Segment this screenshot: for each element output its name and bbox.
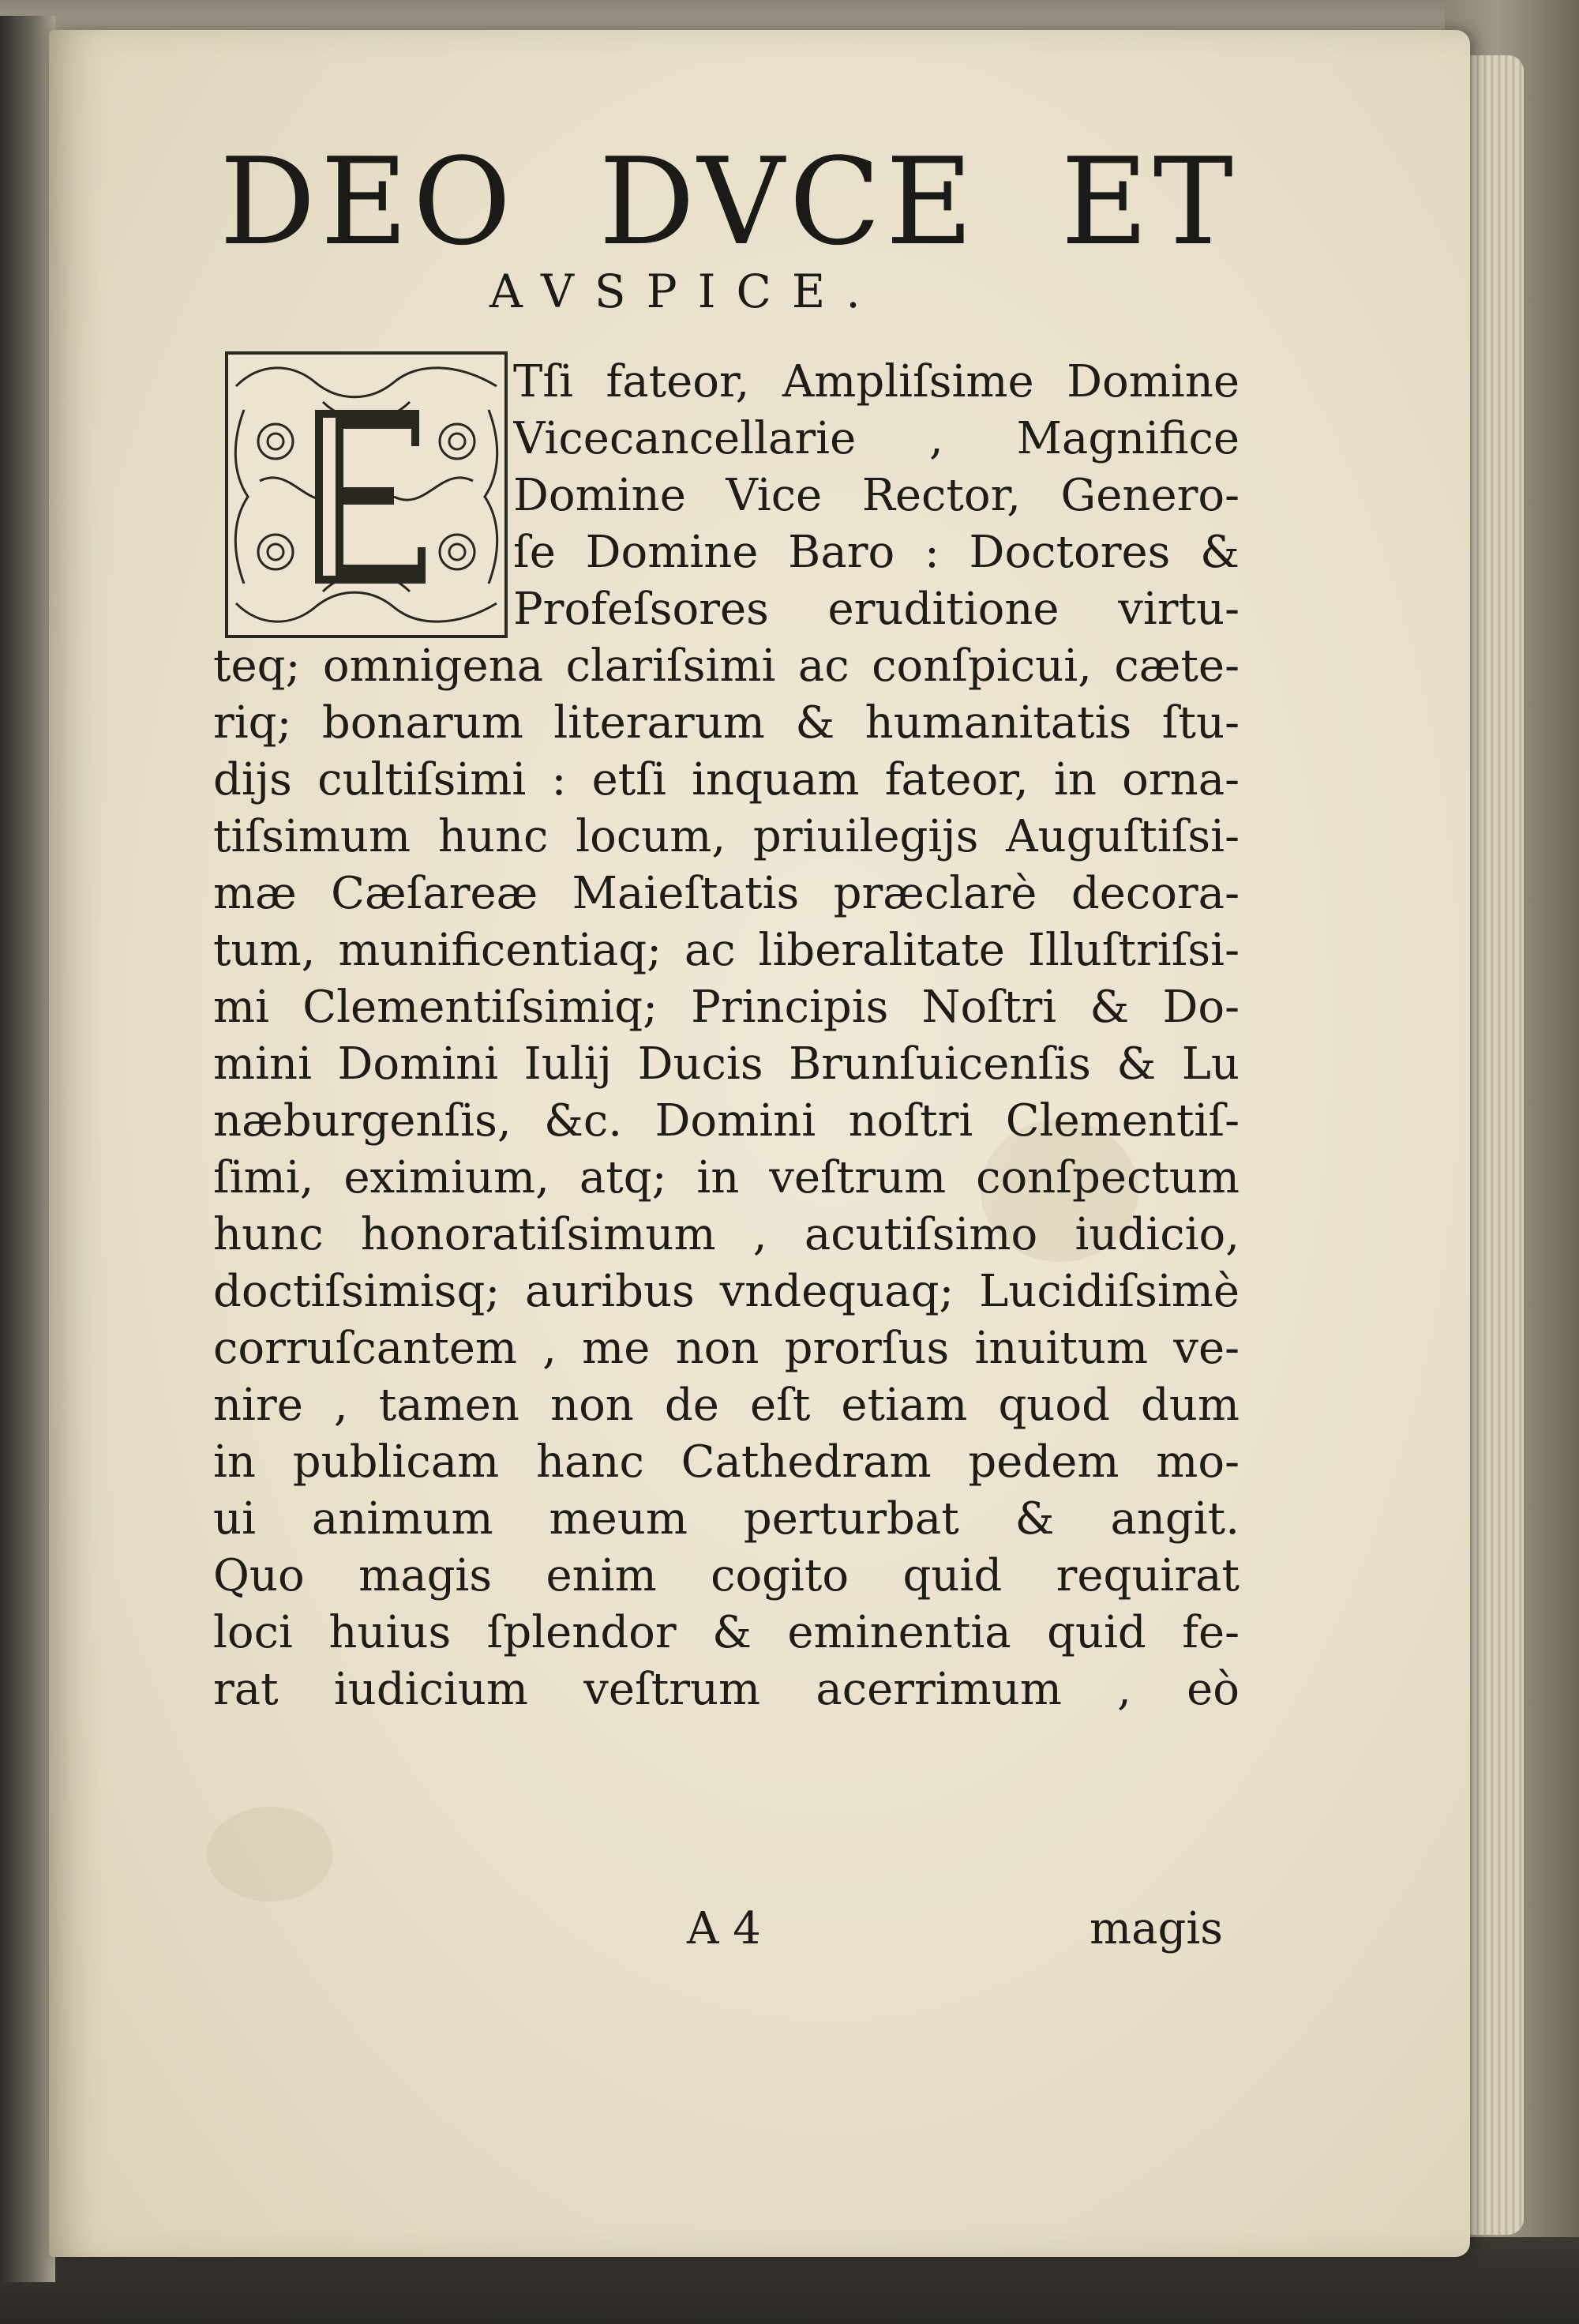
text-line: teq; omnigena clariſsimi ac conſpicui, cæte- [213, 640, 1240, 692]
text-line: hunc honoratiſsimum , acutiſsimo iudicio, [213, 1209, 1240, 1260]
decorated-initial-e [225, 351, 508, 638]
text-line: rat iudicium veſtrum acerrimum , eò [213, 1664, 1240, 1715]
signature-mark: A 4 [687, 1903, 761, 1954]
text-line: tiſsimum hunc locum, priuilegijs Auguſtiſsi- [213, 811, 1240, 862]
text-line: Domine Vice Rector, Genero- [513, 470, 1240, 521]
text-line: mæ Cæſareæ Maieſtatis præclarè decora- [213, 868, 1240, 919]
text-line: Quo magis enim cogito quid requirat [213, 1550, 1240, 1601]
text-line: mi Clementiſsimiq; Principis Noſtri & Do- [213, 982, 1240, 1033]
text-line: ſe Domine Baro : Doctores & [513, 527, 1240, 578]
text-line: doctiſsimisq; auribus vndequaq; Lucidiſsimè [213, 1266, 1240, 1317]
text-line: ui animum meum perturbat & angit. [213, 1493, 1240, 1545]
text-line: in publicam hanc Cathedram pedem mo- [213, 1436, 1240, 1488]
body-lines-beside-initial [513, 354, 1240, 638]
text-line: Tſi fateor, Ampliſsime Domine [513, 356, 1240, 407]
catchword: magis [1090, 1903, 1223, 1954]
text-line: ſimi, eximium, atq; in veſtrum conſpectum [213, 1152, 1240, 1203]
book-gutter [0, 16, 55, 2282]
text-line: Vicecancellarie , Magnifice [513, 413, 1240, 464]
text-line: riq; bonarum literarum & humanitatis ſtu- [213, 697, 1240, 749]
text-line: dijs cultiſsimi : etſi inquam fateor, in orna- [213, 754, 1240, 805]
text-line: næburgenſis, &c. Domini noſtri Clementiſ- [213, 1095, 1240, 1147]
paper-stain [207, 1807, 333, 1902]
text-line: loci huius ſplendor & eminentia quid fe- [213, 1607, 1240, 1658]
body-text [213, 638, 1240, 1718]
text-line: Profeſsores eruditione virtu- [513, 584, 1240, 635]
heading-line-2: AVSPICE. [489, 265, 881, 318]
text-line: mini Domini Iulij Ducis Brunſuicenſis & Lu [213, 1038, 1240, 1090]
ornament-icon [228, 355, 504, 635]
heading-line-1: DEO DVCE ET [219, 132, 1238, 272]
text-line: nire , tamen non de eſt etiam quod dum [213, 1380, 1240, 1431]
text-line: tum, munificentiaq; ac liberalitate Illuſtriſsi- [213, 925, 1240, 976]
text-line: corruſcantem , me non prorſus inuitum ve- [213, 1323, 1240, 1374]
